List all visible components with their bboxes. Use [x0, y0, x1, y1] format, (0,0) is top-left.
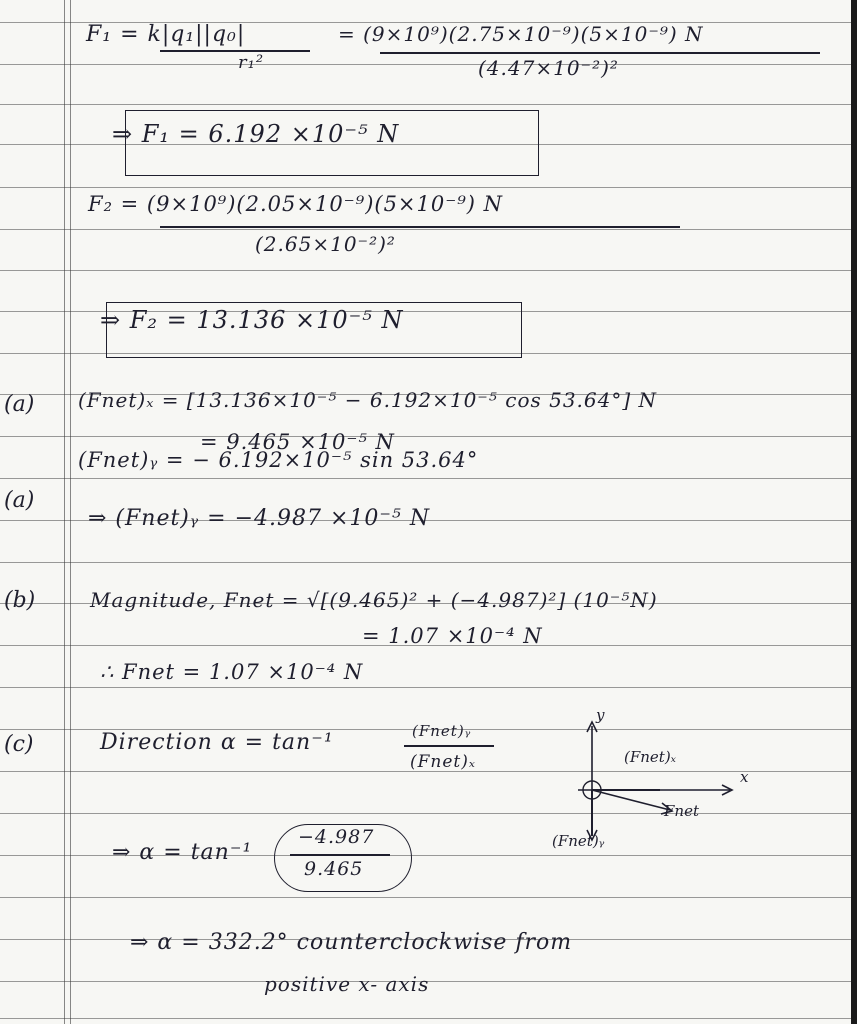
ruled-line [0, 104, 857, 105]
part-b-label: (b) [4, 588, 36, 613]
part-a-label: (a) [4, 392, 35, 417]
f1-result: ⇒ F₁ = 6.192 ×10⁻⁵ N [112, 120, 400, 148]
direction-equation: Direction α = tan⁻¹ [100, 730, 334, 755]
f2-result: ⇒ F₂ = 13.136 ×10⁻⁵ N [100, 306, 404, 334]
ruled-line [0, 270, 857, 271]
alpha-denominator: 9.465 [304, 858, 364, 880]
ruled-line [0, 1018, 857, 1019]
ruled-line [0, 187, 857, 188]
fraction-bar [160, 50, 310, 52]
f1-numeric-denominator: (4.47×10⁻²)² [478, 56, 619, 80]
diagram-x-label: x [740, 768, 749, 786]
diagram-fnet-y-label: (Fnet)ᵧ [552, 832, 605, 850]
fraction-bar [404, 745, 494, 747]
magnitude-final: ∴ Fnet = 1.07 ×10⁻⁴ N [100, 660, 364, 684]
f1-numeric: = (9×10⁹)(2.75×10⁻⁹)(5×10⁻⁹) N [338, 22, 704, 46]
fraction-bar [290, 854, 390, 856]
f2-numeric: F₂ = (9×10⁹)(2.05×10⁻⁹)(5×10⁻⁹) N [88, 192, 503, 216]
ruled-line [0, 562, 857, 563]
ruled-line [0, 229, 857, 230]
margin-line [70, 0, 71, 1024]
direction-numerator: (Fnet)ᵧ [412, 722, 472, 740]
f2-numeric-denominator: (2.65×10⁻²)² [255, 232, 396, 256]
fnet-y-equation: (Fnet)ᵧ = − 6.192×10⁻⁵ sin 53.64° [78, 448, 479, 472]
ruled-line [0, 436, 857, 437]
diagram-fnet-label: Fnet [664, 802, 699, 820]
page-edge [851, 0, 857, 1024]
magnitude-equation: Magnitude, Fnet = √[(9.465)² + (−4.987)²] (10⁻⁵N) [90, 588, 658, 612]
fraction-bar [160, 226, 680, 228]
ruled-line [0, 687, 857, 688]
alpha-result-line2: positive x- axis [264, 972, 430, 996]
f1-formula: F₁ = k|q₁||q₀| [86, 22, 246, 47]
fnet-y-value: ⇒ (Fnet)ᵧ = −4.987 ×10⁻⁵ N [88, 506, 431, 531]
fraction-bar [380, 52, 820, 54]
direction-denominator: (Fnet)ₓ [410, 752, 476, 772]
alpha-numerator: −4.987 [298, 826, 375, 848]
alpha-result: ⇒ α = 332.2° counterclockwise from [130, 930, 573, 955]
margin-line [64, 0, 65, 1024]
ruled-line [0, 897, 857, 898]
fnet-x-value: = 9.465 ×10⁻⁵ N [200, 430, 395, 454]
part-a2-label: (a) [4, 488, 35, 513]
diagram-y-label: y [596, 706, 605, 724]
magnitude-value: = 1.07 ×10⁻⁴ N [362, 624, 543, 648]
ruled-line [0, 478, 857, 479]
part-c-label: (c) [4, 732, 34, 757]
fnet-x-equation: (Fnet)ₓ = [13.136×10⁻⁵ − 6.192×10⁻⁵ cos 53.64°] N [78, 388, 658, 412]
diagram-fnet-x-label: (Fnet)ₓ [624, 748, 677, 766]
alpha-equation: ⇒ α = tan⁻¹ [112, 840, 253, 865]
f1-denominator: r₁² [238, 52, 265, 73]
ruled-line [0, 64, 857, 65]
